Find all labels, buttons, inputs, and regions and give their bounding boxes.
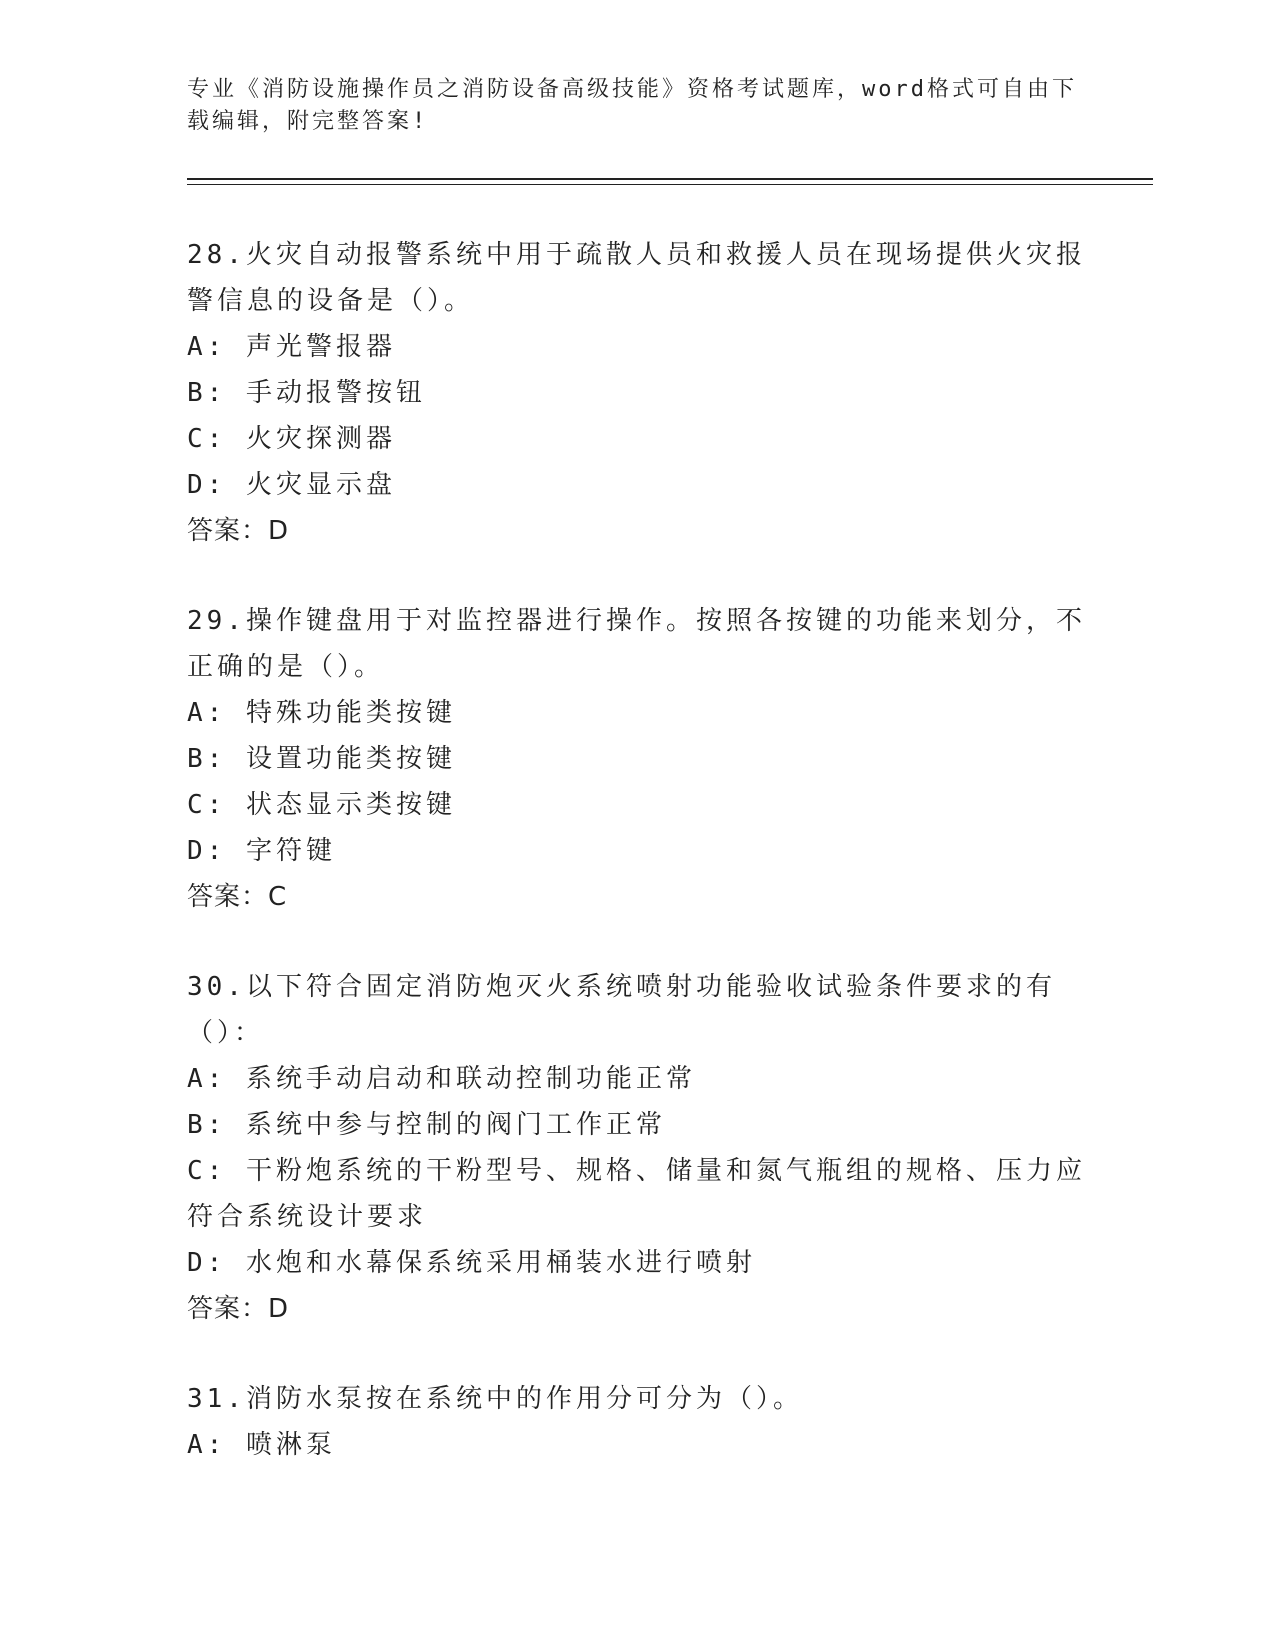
option-c: C: 干粉炮系统的干粉型号、规格、储量和氮气瓶组的规格、压力应符合系统设计要求 — [187, 1156, 1086, 1232]
document-header: 专业《消防设施操作员之消防设备高级技能》资格考试题库，word格式可自由下载编辑，附完整答案! — [187, 77, 1077, 134]
header-divider-thin — [187, 184, 1153, 185]
question-list — [187, 232, 1087, 1512]
option-b: B: 设置功能类按键 — [187, 744, 456, 774]
question-29 — [187, 598, 1087, 920]
option-b: B: 系统中参与控制的阀门工作正常 — [187, 1110, 666, 1140]
question-30 — [187, 964, 1087, 1332]
option-c: C: 火灾探测器 — [187, 424, 396, 454]
answer-line: 答案：C — [187, 882, 288, 912]
option-a: A: 系统手动启动和联动控制功能正常 — [187, 1064, 696, 1094]
option-d: D: 火灾显示盘 — [187, 470, 396, 500]
answer-line: 答案：D — [187, 516, 290, 546]
option-a: A: 声光警报器 — [187, 332, 396, 362]
answer-line: 答案：D — [187, 1294, 290, 1324]
option-c: C: 状态显示类按键 — [187, 790, 456, 820]
option-a: A: 特殊功能类按键 — [187, 698, 456, 728]
option-a: A: 喷淋泵 — [187, 1430, 336, 1460]
header-divider-thick — [187, 178, 1153, 180]
option-b: B: 手动报警按钮 — [187, 378, 426, 408]
question-31 — [187, 1376, 1087, 1468]
question-stem: 28.火灾自动报警系统中用于疏散人员和救援人员在现场提供火灾报警信息的设备是（）。 — [187, 240, 1086, 316]
question-stem: 29.操作键盘用于对监控器进行操作。按照各按键的功能来划分，不正确的是（）。 — [187, 606, 1086, 682]
option-d: D: 字符键 — [187, 836, 336, 866]
question-stem: 30.以下符合固定消防炮灭火系统喷射功能验收试验条件要求的有（）： — [187, 972, 1056, 1048]
option-d: D: 水炮和水幕保系统采用桶装水进行喷射 — [187, 1248, 756, 1278]
question-28 — [187, 232, 1087, 554]
question-stem: 31.消防水泵按在系统中的作用分可分为（）。 — [187, 1384, 803, 1414]
